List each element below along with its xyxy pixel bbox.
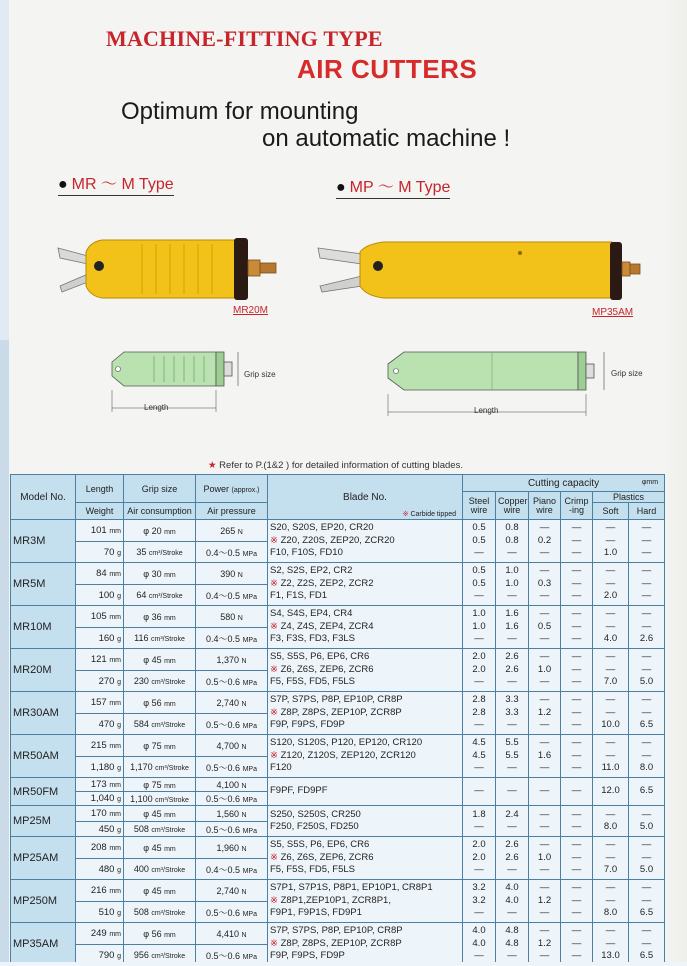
cell-weight: 1,040 g bbox=[76, 792, 124, 806]
cell-piano: — 0.2 — bbox=[529, 520, 561, 563]
cell-weight: 1,180 g bbox=[76, 757, 124, 778]
table-row bbox=[11, 649, 665, 671]
cell-length: 170 mm bbox=[76, 806, 124, 822]
cell-model: MR50AM bbox=[11, 735, 76, 778]
header-weight: Weight bbox=[76, 503, 124, 520]
cell-blade: S120, S120S, P120, EP120, CR120 ※ Z120, Z120S, ZEP120, ZCR120 F120 bbox=[268, 735, 463, 778]
table-continuation bbox=[0, 962, 687, 966]
cell-grip: φ 75 mm bbox=[124, 778, 196, 792]
cell-length: 216 mm bbox=[76, 880, 124, 902]
cell-crimp: — — — bbox=[561, 837, 593, 880]
cell-air: 1,100 cm³/Stroke bbox=[124, 792, 196, 806]
header-grip-size: Grip size bbox=[124, 475, 196, 503]
cell-grip: φ 20 mm bbox=[124, 520, 196, 542]
table-row bbox=[11, 880, 665, 902]
header-steel: Steel wire bbox=[463, 492, 496, 520]
cell-length: 105 mm bbox=[76, 606, 124, 628]
header-crimp: Crimp -ing bbox=[561, 492, 593, 520]
cell-pressure: 0.5～0.6 MPa bbox=[196, 945, 268, 966]
cell-crimp: — — — bbox=[561, 649, 593, 692]
cell-blade: F9PF, FD9PF bbox=[268, 778, 463, 806]
right-edge-shadow bbox=[665, 0, 687, 966]
header-piano: Piano wire bbox=[529, 492, 561, 520]
table-row bbox=[11, 606, 665, 628]
cell-grip: φ 56 mm bbox=[124, 692, 196, 714]
cell-blade: S7P, S7PS, P8P, EP10P, CR8P ※ Z8P, Z8PS, ZEP10P, ZCR8P F9P, F9PS, FD9P bbox=[268, 923, 463, 966]
cell-crimp: — — — bbox=[561, 606, 593, 649]
cell-model: MR30AM bbox=[11, 692, 76, 735]
cell-crimp: — bbox=[561, 778, 593, 806]
cell-power: 265 N bbox=[196, 520, 268, 542]
cell-pressure: 0.5～0.6 MPa bbox=[196, 822, 268, 837]
cell-crimp: — — — bbox=[561, 880, 593, 923]
cell-piano: — bbox=[529, 778, 561, 806]
cell-length: 157 mm bbox=[76, 692, 124, 714]
header-plastics: Plastics bbox=[593, 492, 665, 503]
cell-steel: 2.0 2.0 — bbox=[463, 649, 496, 692]
cell-piano: — 1.2 — bbox=[529, 923, 561, 966]
spec-table bbox=[10, 474, 665, 966]
bullet-icon: ● bbox=[58, 176, 68, 193]
cell-copper: 4.0 4.0 — bbox=[496, 880, 529, 923]
cell-weight: 470 g bbox=[76, 714, 124, 735]
cell-blade: S5, S5S, P6, EP6, CR6 ※ Z6, Z6S, ZEP6, ZCR6 F5, F5S, FD5, F5LS bbox=[268, 837, 463, 880]
cell-copper: 5.5 5.5 — bbox=[496, 735, 529, 778]
cell-pressure: 0.5～0.6 MPa bbox=[196, 714, 268, 735]
cell-steel: — bbox=[463, 778, 496, 806]
cell-crimp: — — bbox=[561, 806, 593, 837]
cell-pressure: 0.5～0.6 MPa bbox=[196, 792, 268, 806]
table-row bbox=[11, 692, 665, 714]
mp-grip-size-label: Grip size bbox=[611, 369, 643, 378]
cell-soft: — — 7.0 bbox=[593, 837, 629, 880]
cell-length: 121 mm bbox=[76, 649, 124, 671]
cell-soft: — — 13.0 bbox=[593, 923, 629, 966]
mp-model-caption: MP35AM bbox=[592, 307, 634, 318]
cell-weight: 480 g bbox=[76, 859, 124, 880]
cell-blade: S7P, S7PS, P8P, EP10P, CR8P ※ Z8P, Z8PS, ZEP10P, ZCR8P F9P, F9PS, FD9P bbox=[268, 692, 463, 735]
cell-air: 116 cm³/Stroke bbox=[124, 628, 196, 649]
bullet-icon: ● bbox=[336, 179, 346, 196]
cell-pressure: 0.4～0.5 MPa bbox=[196, 628, 268, 649]
cell-model: MR50FM bbox=[11, 778, 76, 806]
cell-blade: S250, S250S, CR250 F250, F250S, FD250 bbox=[268, 806, 463, 837]
header-air-pressure: Air pressure bbox=[196, 503, 268, 520]
cell-weight: 790 g bbox=[76, 945, 124, 966]
cell-hard: 6.5 bbox=[629, 778, 665, 806]
cell-blade: S2, S2S, EP2, CR2 ※ Z2, Z2S, ZEP2, ZCR2 F1, F1S, FD1 bbox=[268, 563, 463, 606]
table-row bbox=[11, 735, 665, 757]
cell-copper: 0.8 0.8 — bbox=[496, 520, 529, 563]
title-line2: AIR CUTTERS bbox=[297, 54, 478, 84]
mp-length-label: Length bbox=[474, 406, 499, 415]
cell-model: MR5M bbox=[11, 563, 76, 606]
cell-pressure: 0.5～0.6 MPa bbox=[196, 671, 268, 692]
cell-weight: 100 g bbox=[76, 585, 124, 606]
cell-hard: — — 2.6 bbox=[629, 606, 665, 649]
cell-power: 1,370 N bbox=[196, 649, 268, 671]
cell-length: 249 mm bbox=[76, 923, 124, 945]
cell-air: 956 cm³/Stroke bbox=[124, 945, 196, 966]
cell-soft: — — 7.0 bbox=[593, 649, 629, 692]
cell-soft: — — 8.0 bbox=[593, 880, 629, 923]
cell-copper: 1.6 1.6 — bbox=[496, 606, 529, 649]
table-row bbox=[11, 520, 665, 542]
cell-power: 4,100 N bbox=[196, 778, 268, 792]
cell-model: MP250M bbox=[11, 880, 76, 923]
cell-air: 508 cm³/Stroke bbox=[124, 902, 196, 923]
cell-hard: — — 5.0 bbox=[629, 649, 665, 692]
header-blade: Blade No. ※ Carbide tipped bbox=[268, 475, 463, 520]
mr-length-label: Length bbox=[144, 403, 169, 412]
cell-weight: 450 g bbox=[76, 822, 124, 837]
left-edge-strip bbox=[0, 0, 9, 966]
cell-hard: — — 6.5 bbox=[629, 692, 665, 735]
cell-weight: 270 g bbox=[76, 671, 124, 692]
cell-soft: — — 4.0 bbox=[593, 606, 629, 649]
cell-weight: 510 g bbox=[76, 902, 124, 923]
header-cutting-capacity: Cutting capacity φmm bbox=[463, 475, 665, 492]
cell-grip: φ 45 mm bbox=[124, 837, 196, 859]
cell-grip: φ 75 mm bbox=[124, 735, 196, 757]
cell-length: 173 mm bbox=[76, 778, 124, 792]
cell-copper: 2.6 2.6 — bbox=[496, 649, 529, 692]
cell-power: 2,740 N bbox=[196, 880, 268, 902]
cell-copper: 3.3 3.3 — bbox=[496, 692, 529, 735]
subtitle-line1: Optimum for mounting bbox=[121, 98, 359, 125]
header-length: Length bbox=[76, 475, 124, 503]
cell-blade: S4, S4S, EP4, CR4 ※ Z4, Z4S, ZEP4, ZCR4 F3, F3S, FD3, F3LS bbox=[268, 606, 463, 649]
mr-model-caption: MR20M bbox=[233, 305, 269, 316]
cell-power: 390 N bbox=[196, 563, 268, 585]
header-power: Power (approx.) bbox=[196, 475, 268, 503]
table-row bbox=[11, 923, 665, 945]
cell-model: MP25M bbox=[11, 806, 76, 837]
cell-length: 84 mm bbox=[76, 563, 124, 585]
cell-length: 101 mm bbox=[76, 520, 124, 542]
cell-piano: — 0.3 — bbox=[529, 563, 561, 606]
cell-piano: — 0.5 — bbox=[529, 606, 561, 649]
cell-crimp: — — — bbox=[561, 563, 593, 606]
cell-grip: φ 45 mm bbox=[124, 649, 196, 671]
cell-length: 208 mm bbox=[76, 837, 124, 859]
cell-crimp: — — — bbox=[561, 692, 593, 735]
table-row bbox=[11, 837, 665, 859]
header-air-consumption: Air consumption bbox=[124, 503, 196, 520]
cell-crimp: — — — bbox=[561, 735, 593, 778]
cell-pressure: 0.4～0.5 MPa bbox=[196, 585, 268, 606]
cell-air: 230 cm³/Stroke bbox=[124, 671, 196, 692]
cell-air: 584 cm³/Stroke bbox=[124, 714, 196, 735]
cell-steel: 1.8 — bbox=[463, 806, 496, 837]
cell-pressure: 0.4～0.5 MPa bbox=[196, 859, 268, 880]
table-row bbox=[11, 563, 665, 585]
cell-hard: — — — bbox=[629, 563, 665, 606]
cell-power: 4,410 N bbox=[196, 923, 268, 945]
table-row bbox=[11, 778, 665, 792]
cell-model: MR3M bbox=[11, 520, 76, 563]
type-heading-mr: ● MR ～ M Type bbox=[58, 171, 174, 196]
cell-air: 1,170 cm³/Stroke bbox=[124, 757, 196, 778]
cell-steel: 4.0 4.0 — bbox=[463, 923, 496, 966]
cell-weight: 160 g bbox=[76, 628, 124, 649]
cell-copper: 1.0 1.0 — bbox=[496, 563, 529, 606]
cell-model: MR10M bbox=[11, 606, 76, 649]
mp-outline-drawing bbox=[386, 344, 612, 424]
cell-pressure: 0.4～0.5 MPa bbox=[196, 542, 268, 563]
header-soft: Soft bbox=[593, 503, 629, 520]
header-copper: Copper wire bbox=[496, 492, 529, 520]
header-hard: Hard bbox=[629, 503, 665, 520]
cell-soft: — — 10.0 bbox=[593, 692, 629, 735]
header-model: Model No. bbox=[11, 475, 76, 520]
cell-weight: 70 g bbox=[76, 542, 124, 563]
cell-copper: 2.6 2.6 — bbox=[496, 837, 529, 880]
cell-piano: — 1.2 — bbox=[529, 880, 561, 923]
cell-copper: — bbox=[496, 778, 529, 806]
cell-piano: — 1.0 — bbox=[529, 837, 561, 880]
cell-grip: φ 45 mm bbox=[124, 806, 196, 822]
cell-air: 508 cm³/Stroke bbox=[124, 822, 196, 837]
cell-power: 1,960 N bbox=[196, 837, 268, 859]
cell-steel: 0.5 0.5 — bbox=[463, 563, 496, 606]
cell-length: 215 mm bbox=[76, 735, 124, 757]
cell-soft: — — 2.0 bbox=[593, 563, 629, 606]
cell-pressure: 0.5～0.6 MPa bbox=[196, 902, 268, 923]
cell-copper: 2.4 — bbox=[496, 806, 529, 837]
cell-air: 64 cm³/Stroke bbox=[124, 585, 196, 606]
cell-hard: — — 6.5 bbox=[629, 880, 665, 923]
cell-air: 400 cm³/Stroke bbox=[124, 859, 196, 880]
cell-blade: S7P1, S7P1S, P8P1, EP10P1, CR8P1 ※ Z8P1,ZEP10P1, ZCR8P1, F9P1, F9P1S, FD9P1 bbox=[268, 880, 463, 923]
mp-tool-photo bbox=[314, 236, 644, 306]
mr-tool-photo bbox=[50, 234, 280, 304]
cell-grip: φ 56 mm bbox=[124, 923, 196, 945]
cell-steel: 0.5 0.5 — bbox=[463, 520, 496, 563]
type-heading-mp: ● MP ～ M Type bbox=[336, 174, 450, 199]
star-icon: ★ bbox=[208, 460, 217, 471]
blade-reference-note: ★ Refer to P.(1&2 ) for detailed information of cutting blades. bbox=[208, 460, 463, 471]
cell-blade: S20, S20S, EP20, CR20 ※ Z20, Z20S, ZEP20, ZCR20 F10, F10S, FD10 bbox=[268, 520, 463, 563]
cell-grip: φ 30 mm bbox=[124, 563, 196, 585]
title-line1: MACHINE-FITTING TYPE bbox=[106, 26, 383, 51]
cell-power: 2,740 N bbox=[196, 692, 268, 714]
table-row bbox=[11, 806, 665, 822]
cell-hard: — — 5.0 bbox=[629, 837, 665, 880]
cell-pressure: 0.5～0.6 MPa bbox=[196, 757, 268, 778]
cell-steel: 1.0 1.0 — bbox=[463, 606, 496, 649]
cell-steel: 2.8 2.8 — bbox=[463, 692, 496, 735]
cell-steel: 3.2 3.2 — bbox=[463, 880, 496, 923]
cell-soft: 12.0 bbox=[593, 778, 629, 806]
cell-copper: 4.8 4.8 — bbox=[496, 923, 529, 966]
cell-piano: — — bbox=[529, 806, 561, 837]
cell-hard: — — 6.5 bbox=[629, 923, 665, 966]
cell-crimp: — — — bbox=[561, 520, 593, 563]
cell-power: 4,700 N bbox=[196, 735, 268, 757]
mr-grip-size-label: Grip size bbox=[244, 370, 276, 379]
cell-soft: — — 11.0 bbox=[593, 735, 629, 778]
cell-piano: — 1.2 — bbox=[529, 692, 561, 735]
mr-outline-drawing bbox=[104, 342, 244, 414]
cell-model: MP25AM bbox=[11, 837, 76, 880]
cell-power: 580 N bbox=[196, 606, 268, 628]
cell-soft: — — 1.0 bbox=[593, 520, 629, 563]
cell-air: 35 cm³/Stroke bbox=[124, 542, 196, 563]
cell-hard: — — — bbox=[629, 520, 665, 563]
cell-model: MR20M bbox=[11, 649, 76, 692]
cell-grip: φ 36 mm bbox=[124, 606, 196, 628]
cell-power: 1,560 N bbox=[196, 806, 268, 822]
cell-steel: 2.0 2.0 — bbox=[463, 837, 496, 880]
cell-blade: S5, S5S, P6, EP6, CR6 ※ Z6, Z6S, ZEP6, ZCR6 F5, F5S, FD5, F5LS bbox=[268, 649, 463, 692]
cell-piano: — 1.6 — bbox=[529, 735, 561, 778]
subtitle-line2: on automatic machine ! bbox=[262, 125, 511, 152]
cell-piano: — 1.0 — bbox=[529, 649, 561, 692]
cell-hard: — — 8.0 bbox=[629, 735, 665, 778]
cell-grip: φ 45 mm bbox=[124, 880, 196, 902]
cell-hard: — 5.0 bbox=[629, 806, 665, 837]
cell-model: MP35AM bbox=[11, 923, 76, 966]
cell-steel: 4.5 4.5 — bbox=[463, 735, 496, 778]
cell-crimp: — — — bbox=[561, 923, 593, 966]
cell-soft: — 8.0 bbox=[593, 806, 629, 837]
